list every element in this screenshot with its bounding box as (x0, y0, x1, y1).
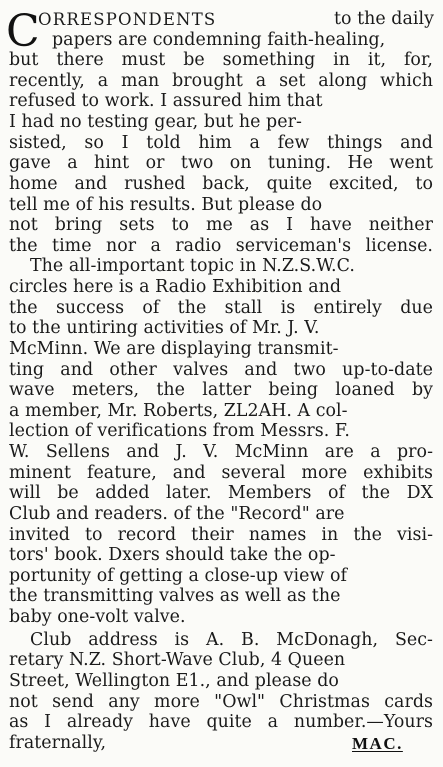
article-line-3: but there must be something in it, for, (9, 50, 433, 71)
article-line-35: as I already have quite a number.—Yours (9, 712, 433, 733)
drop-cap: C (6, 6, 40, 57)
article-line-14: circles here is a Radio Exhibition and (9, 277, 342, 298)
article-line-11: not bring sets to me as I have neither (9, 215, 433, 236)
article-line-10: tell me of his results. But please do (9, 194, 323, 215)
article-line-20: a member, Mr. Roberts, ZL2AH. A col- (9, 400, 348, 421)
article-line-4: recently, a man brought a set along which (9, 70, 433, 91)
article-line-30: baby one-volt valve. (9, 607, 186, 628)
article-line-9: home and rushed back, quite excited, to (9, 173, 433, 194)
article-line-31: Club address is A. B. McDonagh, Sec- (30, 629, 433, 650)
article-line-27: tors' book. Dxers should take the op- (9, 545, 336, 566)
article-line-1 (38, 9, 434, 31)
article-line-17: McMinn. We are displaying transmit- (9, 338, 339, 359)
signature: MAC. (352, 733, 403, 753)
article-line-36: fraternally, (9, 732, 107, 753)
article-line-19: wave meters, the latter being loaned by (9, 380, 433, 401)
article-line-15: the success of the stall is entirely due (9, 297, 433, 318)
article-line-5: refused to work. I assured him that (9, 91, 323, 112)
article-line-25: Club and readers. of the "Record" are (9, 503, 345, 524)
article-line-24: will be added later. Members of the DX (9, 483, 433, 504)
article-line-34: not send any more "Owl" Christmas cards (9, 691, 433, 712)
article-line-18: ting and other valves and two up-to-date (9, 359, 433, 380)
article-line-33: Street, Wellington E1., and please do (9, 670, 339, 691)
article-line-29: the transmitting valves as well as the (9, 586, 341, 607)
article-line-8: gave a hint or two on tuning. He went (9, 153, 433, 174)
article-line-16: to the untiring activities of Mr. J. V. (9, 318, 320, 339)
article-line-32: retary N.Z. Short-Wave Club, 4 Queen (9, 650, 346, 671)
article-line-2: papers are condemning faith-healing, (52, 29, 386, 50)
line-text: to the daily (333, 9, 434, 29)
first-word: ORRESPONDENTS (38, 10, 217, 29)
article-line-12: the time nor a radio serviceman's license. (9, 235, 433, 256)
article-line-23: minent feature, and several more exhibits (9, 462, 433, 483)
article-line-28: portunity of getting a close-up view of (9, 565, 348, 586)
article-line-7: sisted, so I told him a few things and (9, 132, 433, 153)
article-line-6: I had no testing gear, but he per- (9, 112, 302, 133)
article-line-26: invited to record their names in the visi- (9, 524, 433, 545)
article-line-21: lection of verifications from Messrs. F. (9, 421, 350, 442)
article-line-13: The all-important topic in N.Z.S.W.C. (30, 256, 355, 277)
article-line-22: W. Sellens and J. V. McMinn are a pro- (9, 442, 433, 463)
